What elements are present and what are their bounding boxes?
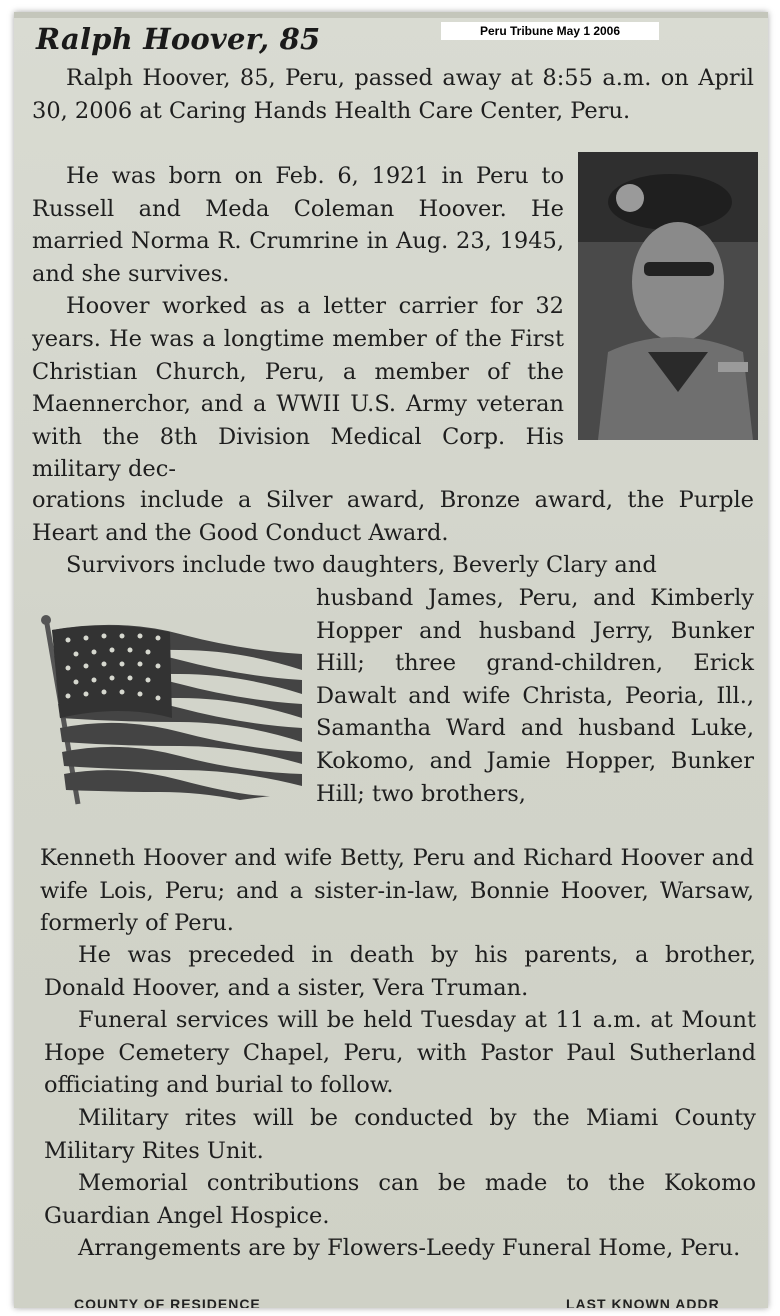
funeral-paragraph: Funeral services will be held Tuesday at 11 a.m. at Mount Hope Cemetery Chapel, Peru, with Pastor Paul Sutherland officiating and burial to follow. bbox=[44, 1007, 756, 1099]
survivors-continued-block bbox=[40, 842, 754, 940]
survivors-flag-side-block bbox=[316, 582, 754, 810]
cut-text-right: LAST KNOWN ADDR bbox=[566, 1296, 720, 1308]
portrait-photo bbox=[578, 152, 758, 440]
decorations-paragraph: orations include a Silver award, Bronze award, the Purple Heart and the Good Conduct Award. bbox=[32, 487, 754, 546]
obituary-headline: Ralph Hoover, 85 bbox=[36, 22, 321, 56]
cut-text-left: COUNTY OF RESIDENCE bbox=[74, 1296, 261, 1308]
military-rites-paragraph: Military rites will be conducted by the Miami County Military Rites Unit. bbox=[44, 1104, 756, 1164]
preceded-paragraph: He was preceded in death by his parents, a brother, Donald Hoover, and a sister, Vera Truman. bbox=[44, 942, 756, 1001]
intro-block bbox=[32, 62, 754, 127]
photo-side-block bbox=[32, 160, 564, 486]
bottom-block bbox=[44, 939, 756, 1265]
newspaper-clipping bbox=[14, 12, 768, 1308]
intro-paragraph: Ralph Hoover, 85, Peru, passed away at 8:55 a.m. on April 30, 2006 at Caring Hands Health Care Center, Peru. bbox=[32, 65, 754, 124]
survivors-first-line: Survivors include two daughters, Beverly Clary and bbox=[66, 552, 657, 578]
arrangements-paragraph: Arrangements are by Flowers-Leedy Funeral Home, Peru. bbox=[78, 1235, 741, 1262]
flag-image bbox=[40, 614, 302, 810]
survivors-continued: Kenneth Hoover and wife Betty, Peru and Richard Hoover and wife Lois, Peru; and a sister-in-law, Bonnie Hoover, Warsaw, formerly of Peru. bbox=[40, 845, 754, 937]
decorations-block bbox=[32, 484, 754, 549]
career-paragraph: Hoover worked as a letter carrier for 32 years. He was a longtime member of the First Christian Church, Peru, a member of the Maennerchor, and a WWII U.S. Army veteran with the 8th Division Medical Corp. His military dec- bbox=[32, 293, 564, 483]
birth-paragraph: He was born on Feb. 6, 1921 in Peru to Russell and Meda Coleman Hoover. He married Norma R. Crumrine in Aug. 23, 1945, and she survives. bbox=[32, 163, 564, 287]
american-flag-icon bbox=[40, 614, 302, 810]
survivors-paragraph: husband James, Peru, and Kimberly Hopper and husband Jerry, Bunker Hill; three grand-children, Erick Dawalt and wife Christa, Peoria, Ill., Samantha Ward and husband Luke, Kokomo, and Jamie Hopper, Bunker Hill; two brothers, bbox=[316, 585, 754, 807]
memorial-paragraph: Memorial contributions can be made to the Kokomo Guardian Angel Hospice. bbox=[44, 1170, 756, 1229]
source-label: Peru Tribune May 1 2006 bbox=[441, 22, 659, 40]
clipping-top-edge bbox=[14, 12, 768, 18]
portrait-photo-icon bbox=[578, 152, 758, 440]
survivors-first-line-block bbox=[32, 549, 754, 582]
